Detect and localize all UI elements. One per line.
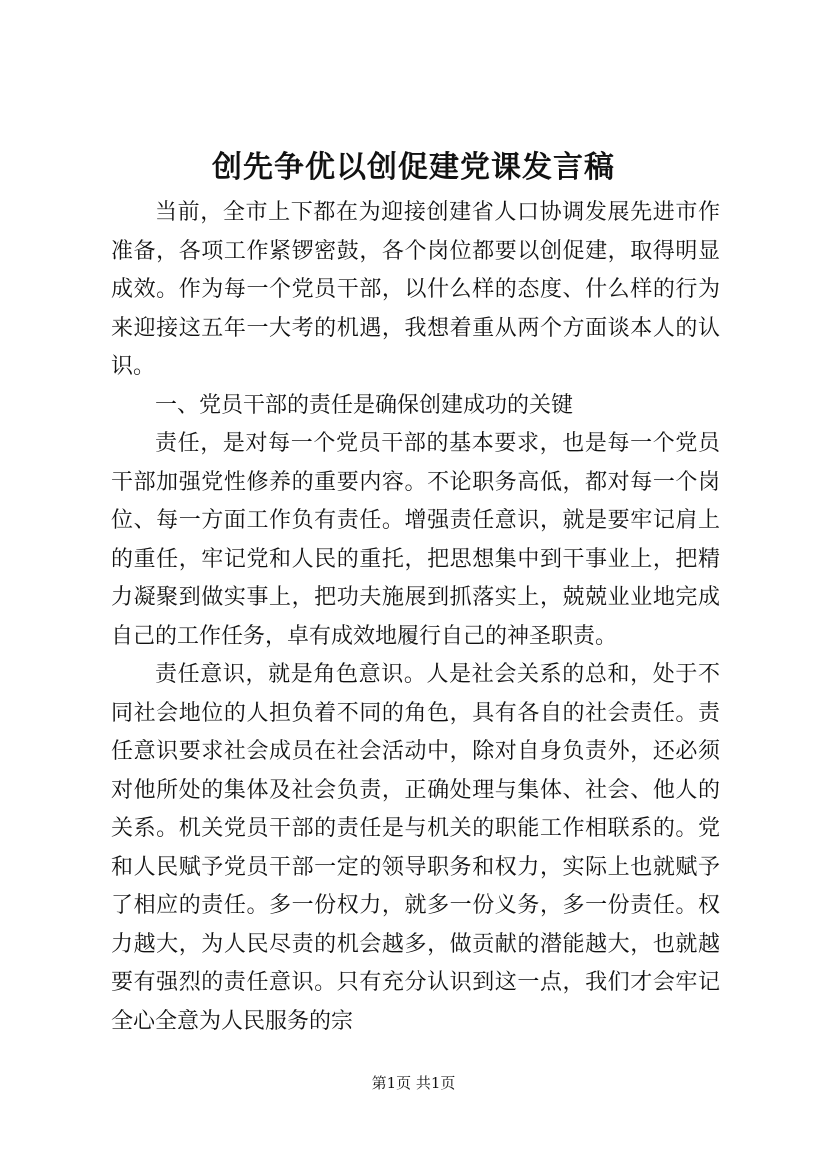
paragraph-intro: 当前，全市上下都在为迎接创建省人口协调发展先进市作准备，各项工作紧锣密鼓，各个岗位都要以创促建，取得明显成效。作为每一个党员干部，以什么样的态度、什么样的行为来迎接这五年一大考的机遇，我想着重从两个方面谈本人的认识。 bbox=[111, 200, 720, 379]
document-body bbox=[111, 194, 720, 1041]
paragraph-responsibility-awareness: 责任意识，就是角色意识。人是社会关系的总和，处于不同社会地位的人担负着不同的角色，具有各自的社会责任。责任意识要求社会成员在社会活动中，除对自身负责外，还必须对他所处的集体及社会负责，正确处理与集体、社会、他人的关系。机关党员干部的责任是与机关的职能工作相联系的。党和人民赋予党员干部一定的领导职务和权力，实际上也就赋予了相应的责任。多一份权力，就多一份义务，多一份责任。权力越大，为人民尽责的机会越多，做贡献的潜能越大，也就越要有强烈的责任意识。只有充分认识到这一点，我们才会牢记全心全意为人民服务的宗 bbox=[111, 662, 720, 1034]
paragraph-responsibility: 责任，是对每一个党员干部的基本要求，也是每一个党员干部加强党性修养的重要内容。不论职务高低，都对每一个岗位、每一方面工作负有责任。增强责任意识，就是要牢记肩上的重任，牢记党和人民的重托，把思想集中到干事业上，把精力凝聚到做实事上，把功夫施展到抓落实上，兢兢业业地完成自己的工作任务，卓有成效地履行自己的神圣职责。 bbox=[111, 431, 720, 649]
document-title: 创先争优以创促建党课发言稿 bbox=[212, 150, 615, 185]
section-heading: 一、党员干部的责任是确保创建成功的关键 bbox=[155, 392, 574, 418]
page-footer: 第1页 共1页 bbox=[371, 1074, 456, 1092]
